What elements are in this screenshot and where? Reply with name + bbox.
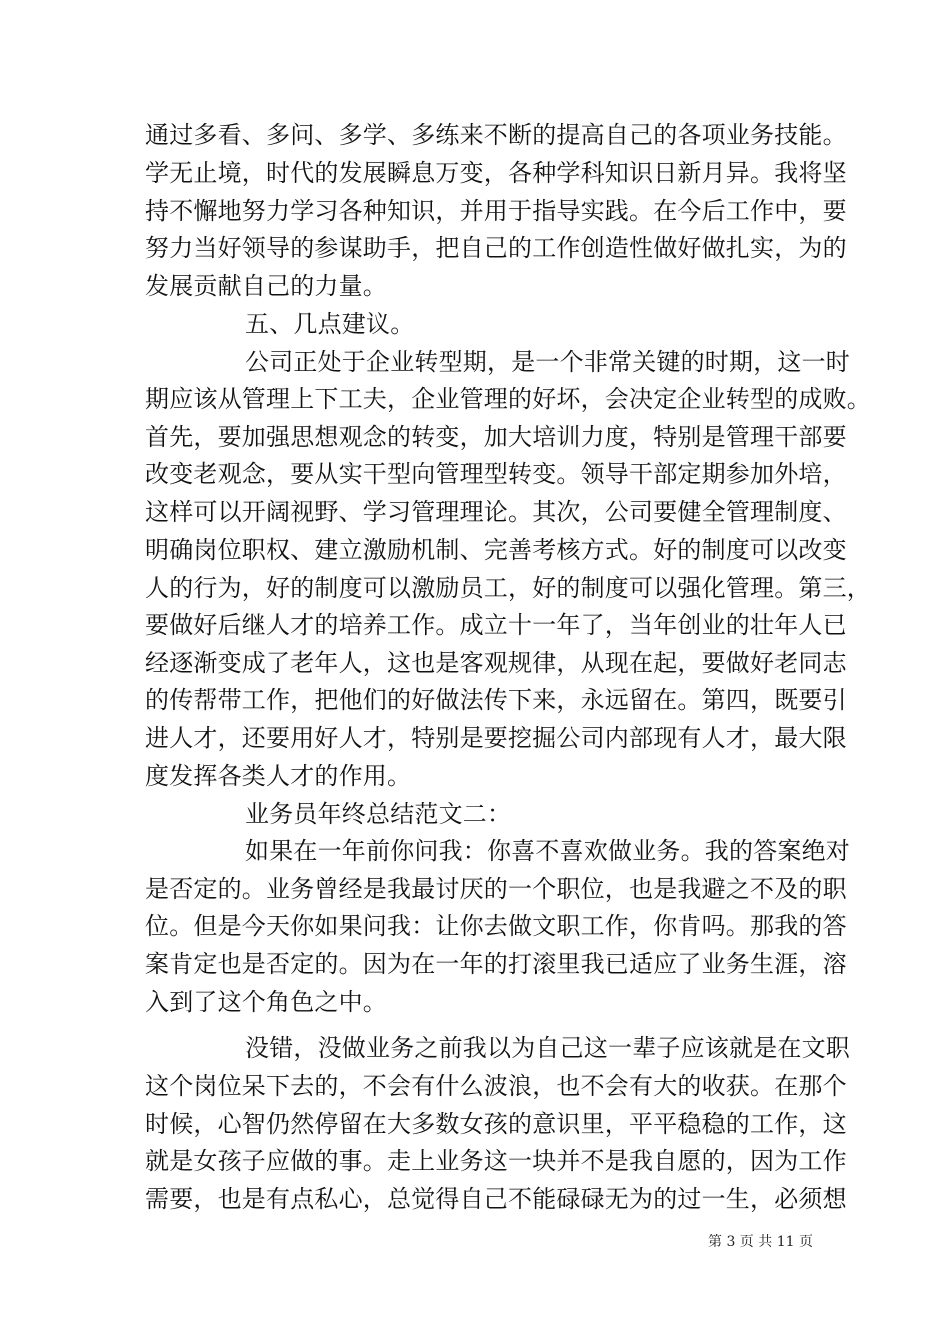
body-text-line: 需要，也是有点私心，总觉得自己不能碌碌无为的过一生，必须想 [145, 1185, 847, 1213]
body-text-line: 进人才，还要用好人才，特别是要挖掘公司内部现有人才，最大限 [145, 724, 847, 752]
body-text-line: 的传帮带工作，把他们的好做法传下来，永远留在。第四，既要引 [145, 686, 847, 714]
body-text-line: 位。但是今天你如果问我：让你去做文职工作，你肯吗。那我的答 [145, 912, 847, 940]
body-text-line: 公司正处于企业转型期，是一个非常关键的时期，这一时 [245, 348, 850, 376]
body-text-line: 人的行为，好的制度可以激励员工，好的制度可以强化管理。第三， [145, 574, 871, 602]
body-text-line: 这个岗位呆下去的，不会有什么波浪，也不会有大的收获。在那个 [145, 1072, 847, 1100]
body-text-line: 没错，没做业务之前我以为自己这一辈子应该就是在文职 [245, 1034, 850, 1062]
body-text-line: 入到了这个角色之中。 [145, 988, 387, 1016]
section-heading: 五、几点建议。 [245, 310, 415, 338]
body-text-line: 是否定的。业务曾经是我最讨厌的一个职位，也是我避之不及的职 [145, 875, 847, 903]
body-text-line: 努力当好领导的参谋助手，把自己的工作创造性做好做扎实，为的 [145, 234, 847, 262]
body-text-line: 经逐渐变成了老年人，这也是客观规律，从现在起，要做好老同志 [145, 649, 847, 677]
body-text-line: 改变老观念，要从实干型向管理型转变。领导干部定期参加外培， [145, 460, 847, 488]
body-text-line: 首先，要加强思想观念的转变，加大培训力度，特别是管理干部要 [145, 423, 847, 451]
body-text-line: 时候，心智仍然停留在大多数女孩的意识里，平平稳稳的工作，这 [145, 1110, 847, 1138]
body-text-line: 持不懈地努力学习各种知识，并用于指导实践。在今后工作中，要 [145, 197, 847, 225]
body-text-line: 发展贡献自己的力量。 [145, 272, 387, 300]
body-text-line: 如果在一年前你问我：你喜不喜欢做业务。我的答案绝对 [245, 837, 850, 865]
body-text-line: 期应该从管理上下工夫，企业管理的好坏，会决定企业转型的成败。 [145, 385, 871, 413]
body-text-line: 学无止境，时代的发展瞬息万变，各种学科知识日新月异。我将坚 [145, 159, 847, 187]
section-heading: 业务员年终总结范文二： [245, 800, 512, 828]
page-number-footer: 第 3 页 共 11 页 [708, 1234, 813, 1250]
body-text-line: 通过多看、多问、多学、多练来不断的提高自己的各项业务技能。 [145, 121, 847, 149]
body-text-line: 明确岗位职权、建立激励机制、完善考核方式。好的制度可以改变 [145, 536, 847, 564]
body-text-line: 度发挥各类人才的作用。 [145, 762, 412, 790]
body-text-line: 要做好后继人才的培养工作。成立十一年了，当年创业的壮年人已 [145, 611, 847, 639]
body-text-line: 这样可以开阔视野、学习管理理论。其次，公司要健全管理制度、 [145, 498, 847, 526]
body-text-line: 就是女孩子应做的事。走上业务这一块并不是我自愿的，因为工作 [145, 1147, 847, 1175]
body-text-line: 案肯定也是否定的。因为在一年的打滚里我已适应了业务生涯，溶 [145, 950, 847, 978]
